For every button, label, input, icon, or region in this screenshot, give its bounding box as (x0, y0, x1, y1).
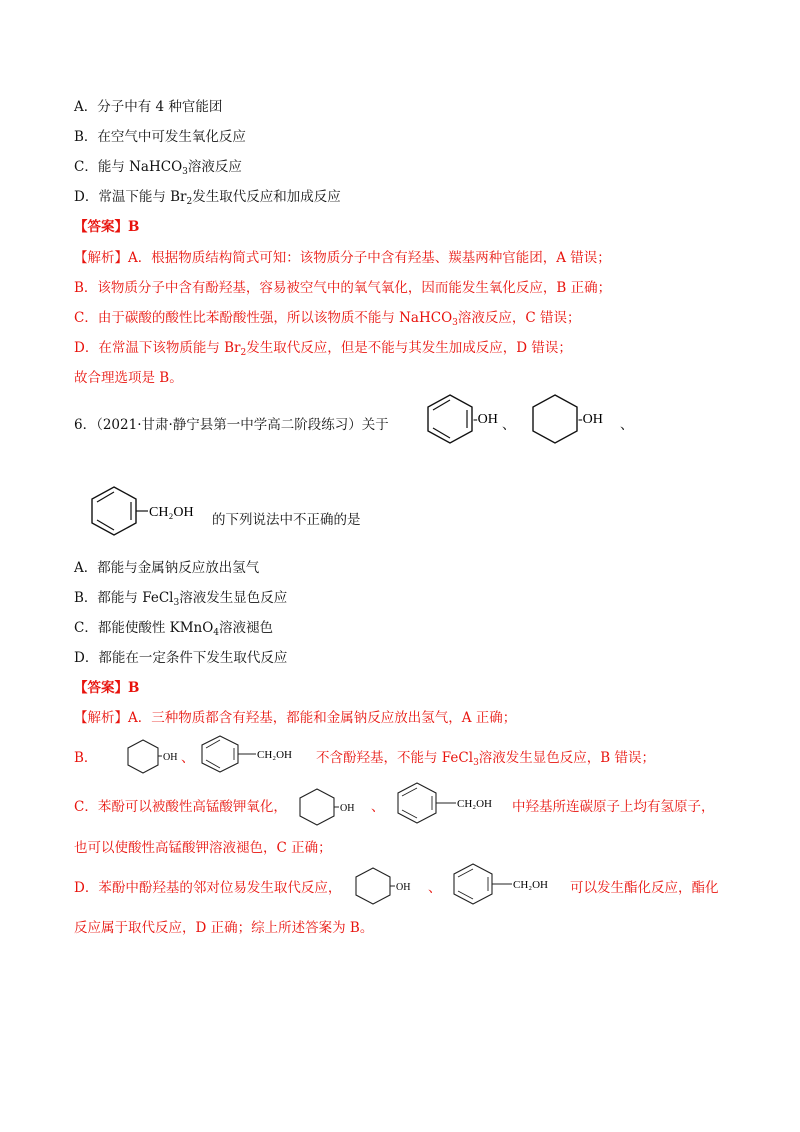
q6-explanation-c-tail: 中羟基所连碳原子上均有氢原子， (512, 799, 715, 815)
q6-explanation-d-tail: 可以发生酯化反应，酯化 (570, 880, 719, 896)
q5-explanation-d-text: D．在常温下该物质能与 Br (74, 340, 241, 356)
q6-explanation-b-sep: 、 (181, 750, 195, 766)
q6-explanation-c-sep: 、 (371, 799, 385, 815)
benzyl-small-b-label: CH₂OH (257, 749, 293, 761)
q6-option-c (74, 618, 273, 638)
cyclohexanol-small-d-oh: OH (396, 882, 411, 893)
benzyl-small-c-label: CH₂OH (457, 798, 493, 810)
q6-option-c-text: C．都能使酸性 KMnO (74, 620, 214, 636)
q5-option-d-sub: 2 (186, 197, 193, 207)
q5-explanation-d-tail: 发生取代反应，但是不能与其发生加成反应，D 错误； (246, 340, 572, 356)
benzyl-alcohol-small-b (200, 734, 312, 774)
q6-explanation-d-sep: 、 (428, 880, 442, 896)
q6-stem-tail: 的下列说法中不正确的是 (212, 512, 361, 528)
q5-option-d-tail: 发生取代反应和加成反应 (192, 189, 341, 205)
q6-option-b (74, 588, 287, 608)
q6-explanation-c-lead: C．苯酚可以被酸性高锰酸钾氧化， (74, 799, 287, 815)
benzyl-small-d-label: CH₂OH (513, 879, 549, 891)
benzyl-ch2oh-label: CH₂OH (149, 505, 194, 520)
q6-option-c-sub: 4 (213, 628, 220, 638)
cyclohexanol-small-b (126, 738, 178, 776)
q6-explanation-b-tail: 溶液发生显色反应，B 错误； (478, 750, 656, 766)
q5-answer: 【答案】B (74, 219, 140, 235)
q5-option-d (74, 187, 341, 207)
q5-explanation-b: B．该物质分子中含有酚羟基，容易被空气中的氧气氧化，因而能发生氧化反应，B 正确； (74, 280, 612, 296)
q6-option-a: A．都能与金属钠反应放出氢气 (74, 560, 260, 576)
q5-explanation-c (74, 308, 581, 328)
q6-explanation-b-text (316, 748, 655, 768)
q5-explanation-a: 【解析】A．根据物质结构简式可知：该物质分子中含有羟基、羰基两种官能团，A 错误； (74, 250, 611, 266)
q6-option-b-tail: 溶液发生显色反应 (179, 590, 288, 606)
q6-explanation-b-sub: 3 (473, 758, 479, 768)
benzyl-alcohol-small-d (452, 862, 568, 906)
q6-option-b-sub: 3 (173, 598, 180, 608)
q5-option-c-text: C．能与 NaHCO (74, 159, 183, 175)
q5-option-b: B．在空气中可发生氧化反应 (74, 129, 246, 145)
q6-option-c-tail: 溶液褪色 (219, 620, 274, 636)
cyclohexanol-small-c (298, 787, 358, 827)
q5-conclusion: 故合理选项是 B。 (74, 370, 183, 386)
q6-explanation-d-line2: 反应属于取代反应，D 正确；综上所述答案为 B。 (74, 920, 374, 936)
q5-explanation-c-tail: 溶液反应，C 错误； (457, 310, 581, 326)
q5-option-c-tail: 溶液反应 (187, 159, 242, 175)
q5-explanation-d (74, 338, 572, 358)
benzyl-alcohol-small-c (396, 781, 512, 825)
q5-option-a: A．分子中有 4 种官能团 (74, 99, 223, 115)
q6-explanation-b-main: 不含酚羟基，不能与 FeCl (316, 750, 474, 766)
q5-explanation-c-sub: 3 (452, 318, 458, 328)
cyclohexanol-small-b-oh: OH (163, 752, 178, 763)
q5-option-d-text: D．常温下能与 Br (74, 189, 187, 205)
phenol-structure (410, 393, 510, 445)
cyclohexanol-small-c-oh: OH (340, 803, 355, 814)
q5-explanation-c-text: C．由于碳酸的酸性比苯酚酸性强，所以该物质不能与 NaHCO (74, 310, 453, 326)
q6-separator-1: 、 (502, 417, 516, 433)
cyclohexanol-small-d (354, 866, 414, 906)
q6-explanation-c-line2: 也可以使酸性高锰酸钾溶液褪色，C 正确； (74, 840, 332, 856)
cyclohexanol-structure (510, 393, 620, 445)
phenol-oh-label: -OH (473, 412, 498, 427)
q6-stem: 6．（2021·甘肃·静宁县第一中学高二阶段练习）关于 (74, 417, 389, 433)
q6-option-d: D．都能在一定条件下发生取代反应 (74, 650, 288, 666)
q6-separator-2: 、 (620, 417, 634, 433)
q6-explanation-a: 【解析】A．三种物质都含有羟基，都能和金属钠反应放出氢气，A 正确； (74, 710, 517, 726)
q5-option-c (74, 157, 242, 177)
q6-option-b-text: B．都能与 FeCl (74, 590, 174, 606)
q6-explanation-b-lead: B． (74, 750, 98, 766)
q5-option-c-sub: 3 (182, 167, 188, 177)
benzyl-alcohol-structure (84, 485, 214, 537)
cyclohexanol-oh-label: -OH (578, 412, 603, 427)
q6-answer: 【答案】B (74, 680, 140, 696)
q5-explanation-d-sub: 2 (240, 348, 247, 358)
q6-explanation-d-lead: D．苯酚中酚羟基的邻对位易发生取代反应， (74, 880, 342, 896)
